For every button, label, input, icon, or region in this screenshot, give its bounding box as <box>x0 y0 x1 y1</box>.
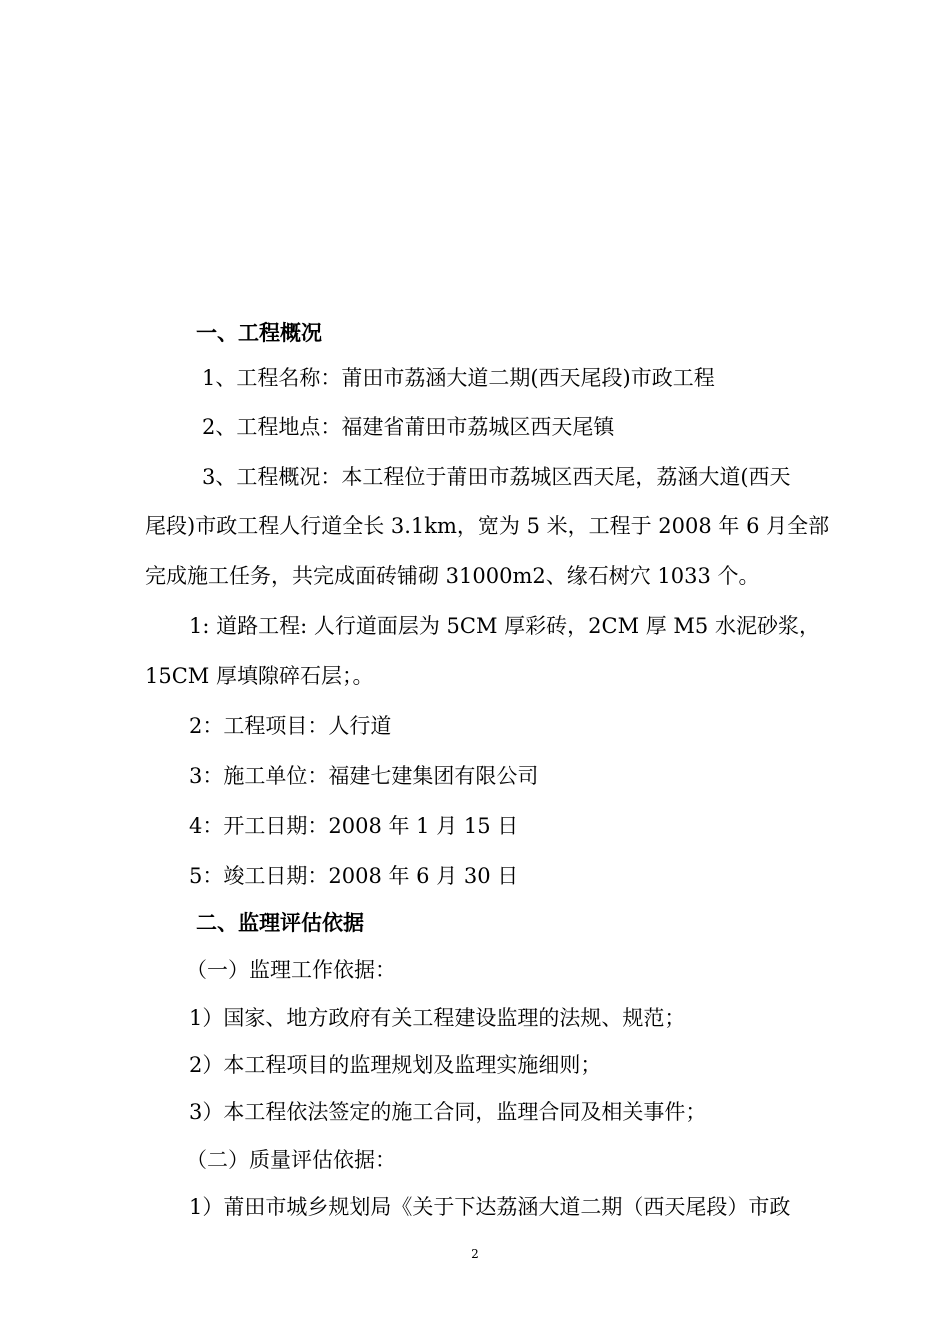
road-work-line-2: 15CM 厚填隙碎石层；。 <box>145 664 374 688</box>
contractor-line: 3：施工单位：福建七建集团有限公司 <box>189 764 539 788</box>
sub1-item: 2）本工程项目的监理规划及监理实施细则； <box>189 1053 602 1077</box>
overview-line-2: 尾段)市政工程人行道全长 3.1km，宽为 5 米，工程于 2008 年 6 月全部 <box>145 514 830 538</box>
sub1-item: 3）本工程依法签定的施工合同，监理合同及相关事件； <box>189 1100 707 1124</box>
project-name-line: 1、工程名称：莆田市荔涵大道二期(西天尾段)市政工程 <box>202 366 715 390</box>
sub2-item: 1）莆田市城乡规划局《关于下达荔涵大道二期（西天尾段）市政 <box>189 1195 791 1219</box>
road-work-line-1: 1: 道路工程: 人行道面层为 5CM 厚彩砖，2CM 厚 M5 水泥砂浆， <box>189 614 820 638</box>
overview-line-1: 3、工程概况：本工程位于莆田市荔城区西天尾，荔涵大道(西天 <box>202 465 791 489</box>
end-date-line: 5：竣工日期：2008 年 6 月 30 日 <box>189 864 519 888</box>
project-location-line: 2、工程地点：福建省莆田市荔城区西天尾镇 <box>202 415 615 439</box>
sub1-item: 1）国家、地方政府有关工程建设监理的法规、规范； <box>189 1006 686 1030</box>
section1-title: 一、工程概况 <box>196 321 322 345</box>
start-date-line: 4：开工日期：2008 年 1 月 15 日 <box>189 814 519 838</box>
sub1-title: （一）监理工作依据： <box>186 958 396 982</box>
section2-title: 二、监理评估依据 <box>196 911 364 935</box>
page-number: 2 <box>471 1247 479 1261</box>
overview-line-3: 完成施工任务，共完成面砖铺砌 31000m2、缘石树穴 1033 个。 <box>145 564 760 588</box>
sub2-title: （二）质量评估依据： <box>186 1148 396 1172</box>
project-item-line: 2：工程项目：人行道 <box>189 714 392 738</box>
